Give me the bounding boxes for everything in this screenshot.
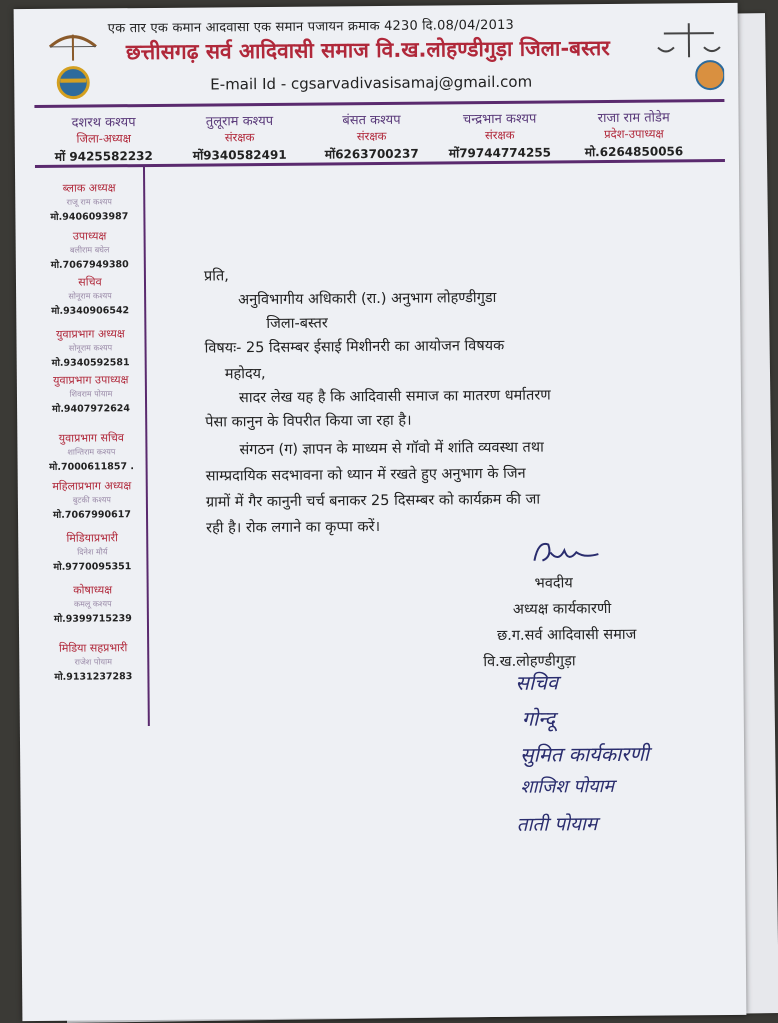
sidebar-post: मिडिया सहप्रभारी <box>58 641 128 655</box>
sidebar-member <box>38 530 146 573</box>
scales-logo-icon <box>654 17 725 92</box>
paragraph-1-line-1: सादर लेख यह है कि आदिवासी समाज का मातरण धर्मातरण <box>238 387 551 407</box>
sidebar-post: सचिव <box>78 275 102 289</box>
sidebar-name: दिनेश मौर्य <box>77 547 108 557</box>
office-bearer-phone: मों79744774255 <box>448 145 552 161</box>
sidebar-post: उपाध्यक्ष <box>72 229 107 243</box>
sidebar-name: कमलू कश्यप <box>73 599 112 609</box>
sidebar-post: महिलाप्रभाग अध्यक्ष <box>52 479 132 493</box>
organization-title: छत्तीसगढ़ सर्व आदिवासी समाज वि.ख.लोहण्डीगुड़ा जिला-बस्तर <box>125 35 610 65</box>
sidebar-post: युवाप्रभाग उपाध्यक्ष <box>53 373 129 387</box>
sidebar-post: युवाप्रभाग सचिव <box>58 431 125 445</box>
sidebar-phone: मो.9131237283 <box>54 671 133 683</box>
sidebar-member <box>38 478 146 521</box>
office-bearer-post: जिला-अध्यक्ष <box>76 131 132 146</box>
office-bearer-post: संरक्षक <box>484 127 515 143</box>
sidebar-member <box>37 372 145 415</box>
sidebar-member <box>36 228 144 271</box>
sidebar-name: राजू राम कश्यप <box>66 197 112 207</box>
sidebar-name: शान्तिराम कश्यप <box>67 447 116 457</box>
handwritten-line: गोन्दू <box>521 706 556 731</box>
sidebar-phone: मो.9406093987 <box>50 211 129 223</box>
sidebar-phone: मो.9340906542 <box>51 305 130 317</box>
recipient-line: अनुविभागीय अधिकारी (रा.) अनुभाग लोहण्डीगुडा <box>238 289 497 309</box>
signatory-block: वि.ख.लोहण्डीगुड़ा <box>483 653 576 671</box>
office-bearer-post: प्रदेश-उपाध्यक्ष <box>603 126 664 142</box>
office-bearer-name: बंसत कश्यप <box>342 112 401 129</box>
bow-arrow-logo-icon <box>46 26 101 100</box>
signature-scribble-icon <box>528 534 608 571</box>
sidebar-member <box>36 274 144 317</box>
sidebar-name: बलीराम बघेल <box>69 245 110 255</box>
sidebar-post: ब्लाक अध्यक्ष <box>62 181 116 195</box>
handwritten-line: सचिव <box>515 670 559 695</box>
sidebar-member <box>39 582 147 625</box>
email-line: E-mail Id - cgsarvadivasisamaj@gmail.com <box>210 72 533 94</box>
sidebar-phone: मो.9399715239 <box>53 613 132 625</box>
closing: भवदीय <box>534 575 573 592</box>
sidebar-name: सोनूराम कश्यप <box>68 291 112 301</box>
office-bearer-phone: मों9340582491 <box>192 147 287 163</box>
office-bearer-name: दशरथ कश्यप <box>71 115 136 131</box>
handwritten-line: सुमित कार्यकारणी <box>520 741 650 767</box>
sidebar-name: सोनूराम कश्यप <box>68 343 113 353</box>
paragraph-2-line-4: रही है। रोक लगाने का कृप्पा करें। <box>206 519 381 537</box>
office-bearer <box>448 108 551 161</box>
handwritten-line: ताती पोयाम <box>516 813 598 836</box>
sidebar-name: बुटकी कश्यप <box>72 495 111 505</box>
sidebar-phone: मो.7067949380 <box>50 259 129 271</box>
office-bearer-phone: मों 9425582232 <box>54 148 153 164</box>
sidebar-post: युवाप्रभाग अध्यक्ष <box>56 327 125 341</box>
letterhead-page <box>14 3 747 1021</box>
to-label: प्रति, <box>203 268 229 285</box>
office-bearer-post: संरक्षक <box>224 130 255 145</box>
signatory-organization: छ.ग.सर्व आदिवासी समाज <box>497 626 637 644</box>
office-bearer-post: संरक्षक <box>356 128 387 144</box>
office-bearer-phone: मों6263700237 <box>324 146 419 162</box>
office-bearer <box>192 111 286 164</box>
sidebar-phone: मो.7067990617 <box>53 509 131 521</box>
sidebar-member <box>37 430 145 473</box>
sidebar-phone: मो.9340592581 <box>51 357 130 369</box>
sidebar-post: कोषाध्यक्ष <box>73 583 113 597</box>
office-bearer <box>324 110 418 163</box>
subject-line: विषयः- 25 दिसम्बर ईसाई मिशीनरी का आयोजन विषयक <box>204 337 505 357</box>
district-line: जिला-बस्तर <box>266 315 328 332</box>
registration-line: एक तार एक कमान आदवासा एक समान पजायन क्रमाक 4230 दि.08/04/2013 <box>107 17 515 37</box>
office-bearer-name: तुलूराम कश्यप <box>205 113 274 130</box>
sidebar-post: मिडियाप्रभारी <box>66 531 119 545</box>
sidebar-member <box>36 326 144 369</box>
office-bearer-name: चन्द्रभान कश्यप <box>462 111 537 128</box>
paragraph-1-line-2: पेसा कानुन के विपरीत किया जा रहा है। <box>205 412 412 431</box>
sidebar-member <box>39 640 147 683</box>
sidebar-phone: मो.9407972624 <box>52 403 131 415</box>
header-divider-top <box>34 99 724 108</box>
handwritten-line: शाजिश पोयाम <box>520 775 615 798</box>
office-bearer-phone: मो.6264850056 <box>584 144 684 160</box>
salutation: महोदय, <box>224 365 266 383</box>
office-bearer <box>584 107 683 160</box>
sidebar-name: राजेश पोयाम <box>74 657 113 667</box>
office-bearers-row <box>35 107 735 165</box>
office-bearer <box>55 112 153 165</box>
sidebar-member <box>35 180 143 223</box>
paragraph-2-line-3: ग्रामों में गैर कानुनी चर्च बनाकर 25 दिसम्बर को कार्यक्रम की जा <box>205 491 541 511</box>
paragraph-2-line-1: संगठन (ग) ज्ञापन के माध्यम से गॉवो में शांति व्यवस्था तथा <box>239 439 544 459</box>
paragraph-2-line-2: साम्प्रदायिक सदभावना को ध्यान में रखते हुए अनुभाग के जिन <box>205 465 526 485</box>
sidebar-phone: मो.9770095351 <box>53 561 132 573</box>
office-bearer-name: राजा राम तोडेम <box>597 110 670 127</box>
sidebar-phone: मो.7000611857 . <box>49 461 135 473</box>
sidebar-name: शिवराम पोयाम <box>69 389 113 399</box>
signatory-title: अध्यक्ष कार्यकारणी <box>512 600 612 618</box>
